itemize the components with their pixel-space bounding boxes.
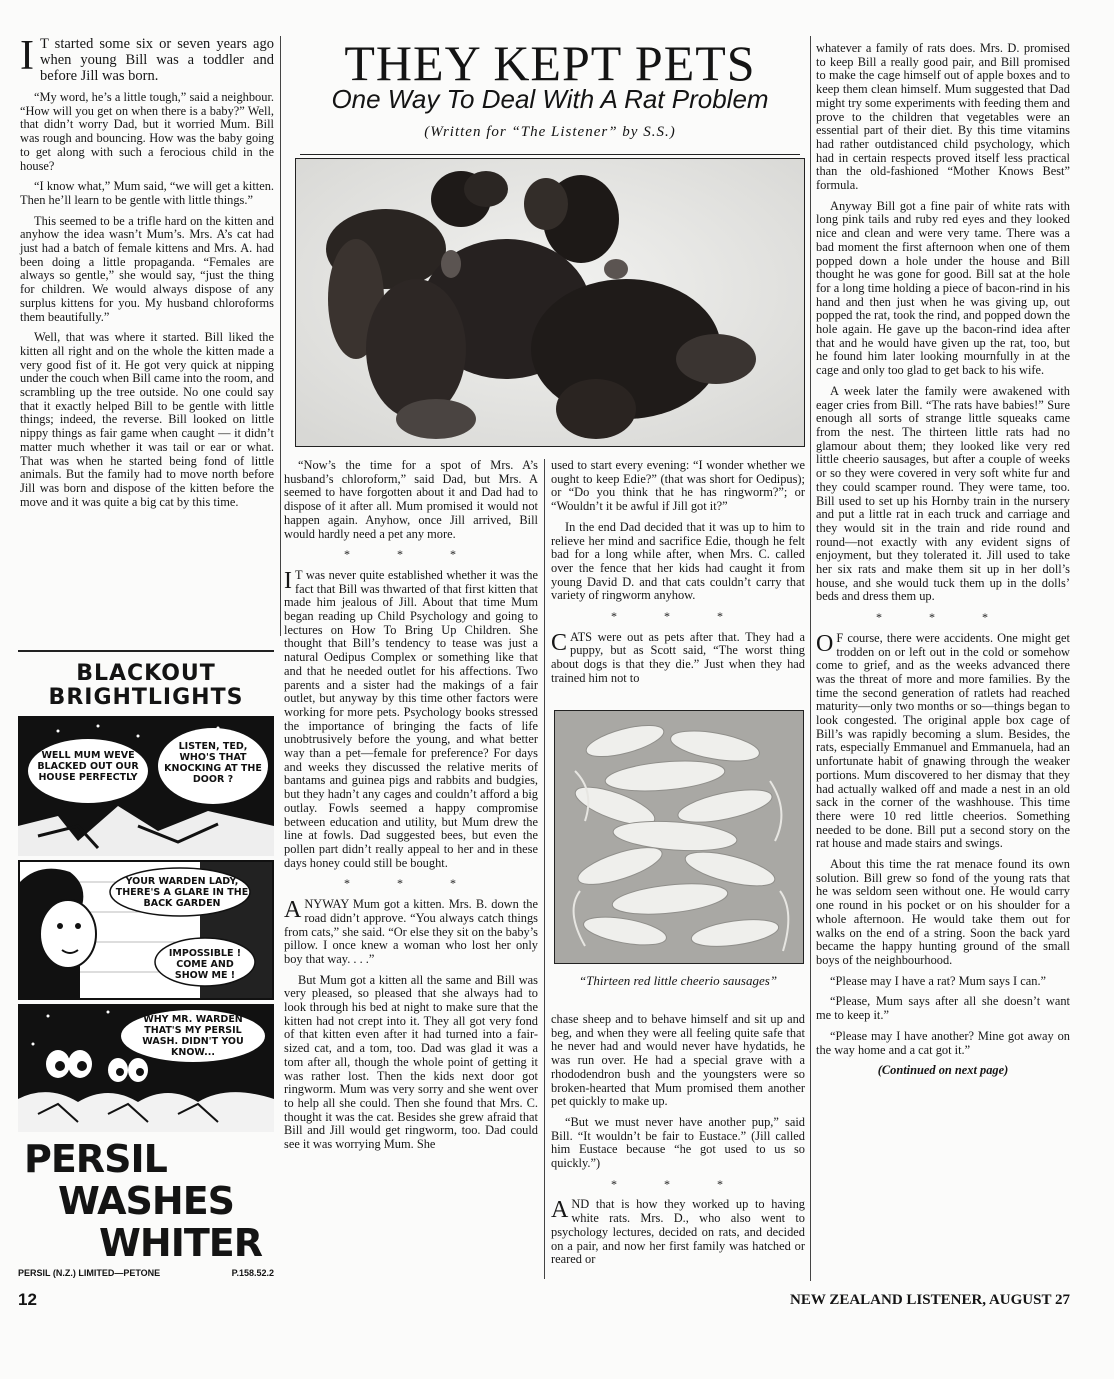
- section-break: * * *: [344, 547, 478, 562]
- rats-photo: [554, 710, 804, 964]
- section-break: * * *: [344, 876, 478, 891]
- section-break: * * *: [876, 610, 1010, 625]
- speech-bubble-3: YOUR WARDEN LADY, THERE'S A GLARE IN THE BACK GARDEN: [115, 876, 249, 909]
- drop-cap: O: [816, 630, 834, 657]
- paragraph: I T was never quite established whether it was the fact that Bill was thwarted of that first kitten that made him jealous of Jill. About that time Mum began reading up Child Psychology and going to lectures on How To Bring Up Children. She thought that Bill’s tendency to tease was just a natural Oedipus Complex or something like that and that he needed outlet for his affections. Two parents and a sister had the makings of a fair outlet, but anyway by this time other factors were working for more pets. Psychology books stressed the importance of bringing the facts of life unobtrusively before the young, and what better way than a pet—female for preference? For days and weeks they discussed the relative merits of bantams and guinea pigs and rabbits and budgies, but they hadn’t any cages and couldn’t afford a big outlay. Fowls seemed a happy compromise between education and utility, but Mum drew the line at fowls. Dad suggested bees, but even the pollen part didn’t really appeal to her and in these days honey could still be bought.: [284, 567, 538, 870]
- maker-name: PERSIL (N.Z.) LIMITED—PETONE: [18, 1268, 161, 1278]
- comic-panel-2: [18, 860, 274, 1000]
- paragraph: “Please may I have another? Mine got away on the way home and a cat got it.”: [816, 1028, 1070, 1057]
- ad-slogan: [18, 1138, 274, 1264]
- speech-bubble-4: IMPOSSIBLE ! COME AND SHOW ME !: [168, 948, 242, 981]
- paragraph: “Please may I have a rat? Mum says I can.”: [830, 973, 1047, 988]
- drop-cap: C: [551, 629, 568, 656]
- column-1: [20, 33, 274, 516]
- speech-bubble-1: WELL MUM WEVE BLACKED OUT OUR HOUSE PERFECTLY: [37, 750, 139, 783]
- paragraph: whatever a family of rats does. Mrs. D. promised to keep Bill a really good pair, and Bill promised to make the cage himself out of apple boxes and to keep them clean himself. Mum suggested that Dad might try some experiments with feeding them and prove to the children that vegetables were an essential part of their diet. By this time vitamins had rather outdistanced child psychology, which had in certain respects proved itself less practical than the old-fashioned “Mother Knows Best” formula.: [816, 41, 1070, 193]
- column-divider: [810, 36, 811, 1281]
- ad-heading: BLACKOUT BRIGHTLIGHTS: [48, 661, 244, 710]
- comic-panel-3: [18, 1004, 274, 1132]
- paragraph: ANYWAY Mum got a kitten. Mrs. B. down the road didn’t approve. “You always catch things from cats,” she said. “Or else they sit on the baby’s pillow. I once knew a woman who lost her only boy that way. . . .”: [284, 897, 538, 966]
- rats-caption: “Thirteen red little cheerio sausages”: [578, 973, 778, 988]
- article-subtitle: One Way To Deal With A Rat Problem: [331, 84, 769, 114]
- paragraph: “I know what,” Mum said, “we will get a kitten. Then he’ll learn to be gentle with little things.”: [20, 179, 274, 207]
- paragraph: used to start every evening: “I wonder whether we ought to keep Edie?” (that was short for Oedipus); or “Do you think that he has ringworm?”; or “Wouldn’t it be awful if Jill got it?”: [551, 458, 805, 514]
- ad-code: P.158.52.2: [231, 1268, 274, 1278]
- column-divider: [544, 459, 545, 1279]
- panel-1-art: [18, 716, 274, 856]
- persil-advertisement: [18, 652, 274, 1285]
- slogan-persil: PERSIL: [24, 1137, 167, 1181]
- paragraph: In the end Dad decided that it was up to him to relieve her mind and sacrifice Edie, though he felt bad for a long while after, when Mrs. C. called over the fence that her kids had caught it from young David D. and that cats couldn’t carry that variety of ringworm anyhow.: [551, 519, 805, 603]
- drop-cap: I: [284, 567, 292, 594]
- paragraph: Well, that was where it started. Bill liked the kitten all right and on the whole the kitten made a very good fist of it. He got very quick at nipping under the couch when Bill came into the room, and scrambling up the tree outside. No one could say that it exactly helped Bill to be gentle with little things; indeed, the reverse. Bill looked on little nippy things as fair game when caught — it didn’t matter much whether it was tail or ear or what. That was when he started being fond of little animals. But the family had to move north before Jill was born and dispose of the kitten before the move and it was quite a big cat by this time.: [20, 330, 274, 509]
- drop-cap: A: [284, 897, 302, 924]
- title-rule: [300, 154, 800, 155]
- column-3-top: [551, 459, 805, 693]
- paragraph: O F course, there were accidents. One might get trodden on or left out in the cold or somehow come to grief, and as the weeks advanced there was the threat of more and more families. By the time the second generation of ratlets had reached maturity—only two months or so—things began to look congested. The original apple box cage of Bill’s was rapidly becoming a slum. Besides, the rats, especially Emmanuel and Emmanuela, had an unfortunate habit of gnawing through the weaker portions. Mum discovered to her dismay that they had actually walked off and made a nest in an old sack in the corner of the washhouse. This time there were 10 red little cheerios. Something needed to be done. Bill put a second story on the rat house and made stairs and swings.: [816, 630, 1070, 851]
- paragraph: “But we must never have another pup,” said Bill. “It wouldn’t be fair to Eustace.” (Jill called him Eustace because “he got used to us so quickly.”): [551, 1114, 805, 1171]
- drop-cap: I: [20, 33, 34, 79]
- paragraph: About this time the rat menace found its own solution. Bill grew so fond of the young rats that he was seldom seen without one. He would carry one round in his pocket or on his shoulder for a whole afternoon. He would take them out for walks on the end of a string. Soon the back yard became the happy hunting ground of the small boys of the neighbourhood.: [816, 857, 1070, 967]
- paragraph: A week later the family were awakened with eager cries from Bill. “The rats have babies!” Sure enough all sorts of strange little squeaks came from the nest. The thirteen little rats had no glamour about them; they looked like very red little cheerio sausages, but after a couple of weeks or so they were covered in very soft white fur and they could scamper round. They were tame, too. Bill used to set up his Hornby train in the nursery and put a little rat in each truck and carriage and they would sit in the train and ride round and round—not exactly with any evident signs of enjoyment, but they tolerated it. Jill used to take her six rats and make them sit up in her doll’s house, and she would tuck them up in the dolls’ beds and dress them up.: [816, 383, 1070, 604]
- column-3-bottom: [551, 1013, 805, 1274]
- paragraph: “Please, Mum says after all she doesn’t want me to keep it.”: [816, 994, 1070, 1023]
- slogan-whiter: WHITER: [99, 1221, 262, 1265]
- section-break: * * *: [611, 1176, 745, 1191]
- paragraph: “Now’s the time for a spot of Mrs. A’s husband’s chloroform,” said Dad, but Mrs. A seemed to have forgotten about it and Dad had to dispose of it after all. Mum promised it would not happen again. Anyhow, once Jill arrived, Bill would hardly need a pet any more.: [284, 458, 538, 541]
- speech-bubble-2: LISTEN, TED, WHO'S THAT KNOCKING AT THE DOOR ?: [164, 741, 262, 785]
- ad-maker: [18, 1268, 274, 1278]
- drop-cap: A: [551, 1197, 569, 1224]
- paragraph: This seemed to be a trifle hard on the kitten and anyhow the idea wasn’t Mum’s. Mrs. A’s cat had just had a batch of female kittens and Mrs. A. had been doing a little propaganda. “Females are always so gentle,” she would say, “just the thing for children. We would always dispose of any surplus kittens for you. My husband chloroforms them beautifully.”: [20, 213, 274, 324]
- column-divider: [280, 36, 281, 636]
- speech-bubble-5: WHY MR. WARDEN THAT'S MY PERSIL WASH. DIDN'T YOU KNOW...: [142, 1014, 244, 1058]
- puppies-photo: [295, 158, 805, 447]
- section-break: * * *: [611, 609, 745, 624]
- byline: (Written for “The Listener” by S.S.): [424, 124, 676, 140]
- slogan-washes: WASHES: [57, 1179, 235, 1223]
- column-2: [284, 459, 538, 1159]
- page-number: 12: [18, 1290, 37, 1309]
- paragraph: Anyway Bill got a fine pair of white rats with long pink tails and ruby red eyes and they looked nice and clean and were very tame. There was a bad moment the first afternoon when one of them popped down a hole under the house and Bill thought he was gone for good. Bill sat at the hole for a long time holding a piece of bacon-rind in his hand and then just when he was giving up, out popped the rat, took the rind, and popped down the hole again. He gave up the bacon-rind idea after that and he would have given up the rat, too, but he found him later looking mournfully in at the cage and only too glad to get back to his wife.: [816, 198, 1070, 378]
- paragraph: But Mum got a kitten all the same and Bill was very pleased, so pleased that she always had to look through his bed at night to make sure that the kitten had not crept into it. They all got very fond of that kitten even after it had turned into a fair-sized cat, and a tom, too. Dad was glad it was a tom after all, though the whole point of getting it was rather lost. Then the kids next door got ringworm. Mum was very sorry and she went over to help all she could. Then she found that Mrs. C. thought it was the cat. Besides she grew afraid that Bill and Jill would get ringworm, too. Dad could see it was worrying Mum. She: [284, 972, 538, 1152]
- paragraph: CATS were out as pets after that. They had a puppy, but as Scott said, “The worst thing about dogs is that they die.” Just when they had trained him not to: [551, 629, 805, 685]
- column-4: [816, 42, 1070, 1085]
- article-title: THEY KEPT PETS: [344, 35, 756, 91]
- paragraph: “My word, he’s a little tough,” said a neighbour. “How will you get on when there is a baby?” Well, that didn’t worry Dad, but it worried Mum. Bill was rough and bouncing. How was the baby going to get along with such a ferocious child in the house?: [20, 90, 274, 173]
- rats-illustration: [555, 711, 803, 963]
- paragraph: chase sheep and to behave himself and sit up and beg, and when they were all feeling quite safe that he never had and would never have hydatids, he was run over. He had a special grave with a rhododendron bush and the youngsters were so broken-hearted that Mum promised them another pet quickly to make up.: [551, 1012, 805, 1109]
- article-opening: I T started some six or seven years ago when young Bill was a toddler and before Jill was born.: [20, 33, 274, 84]
- continued-note: (Continued on next page): [877, 1063, 1009, 1078]
- comic-panel-1: [18, 716, 274, 856]
- paragraph: AND that is how they worked up to having white rats. Mrs. D., who also went to psychology lectures, decided on rats, and decided on a pair, and now her first family was hatched or reared or: [551, 1197, 805, 1267]
- puppies-illustration: [296, 159, 804, 446]
- masthead: NEW ZEALAND LISTENER, AUGUST 27: [790, 1292, 1070, 1308]
